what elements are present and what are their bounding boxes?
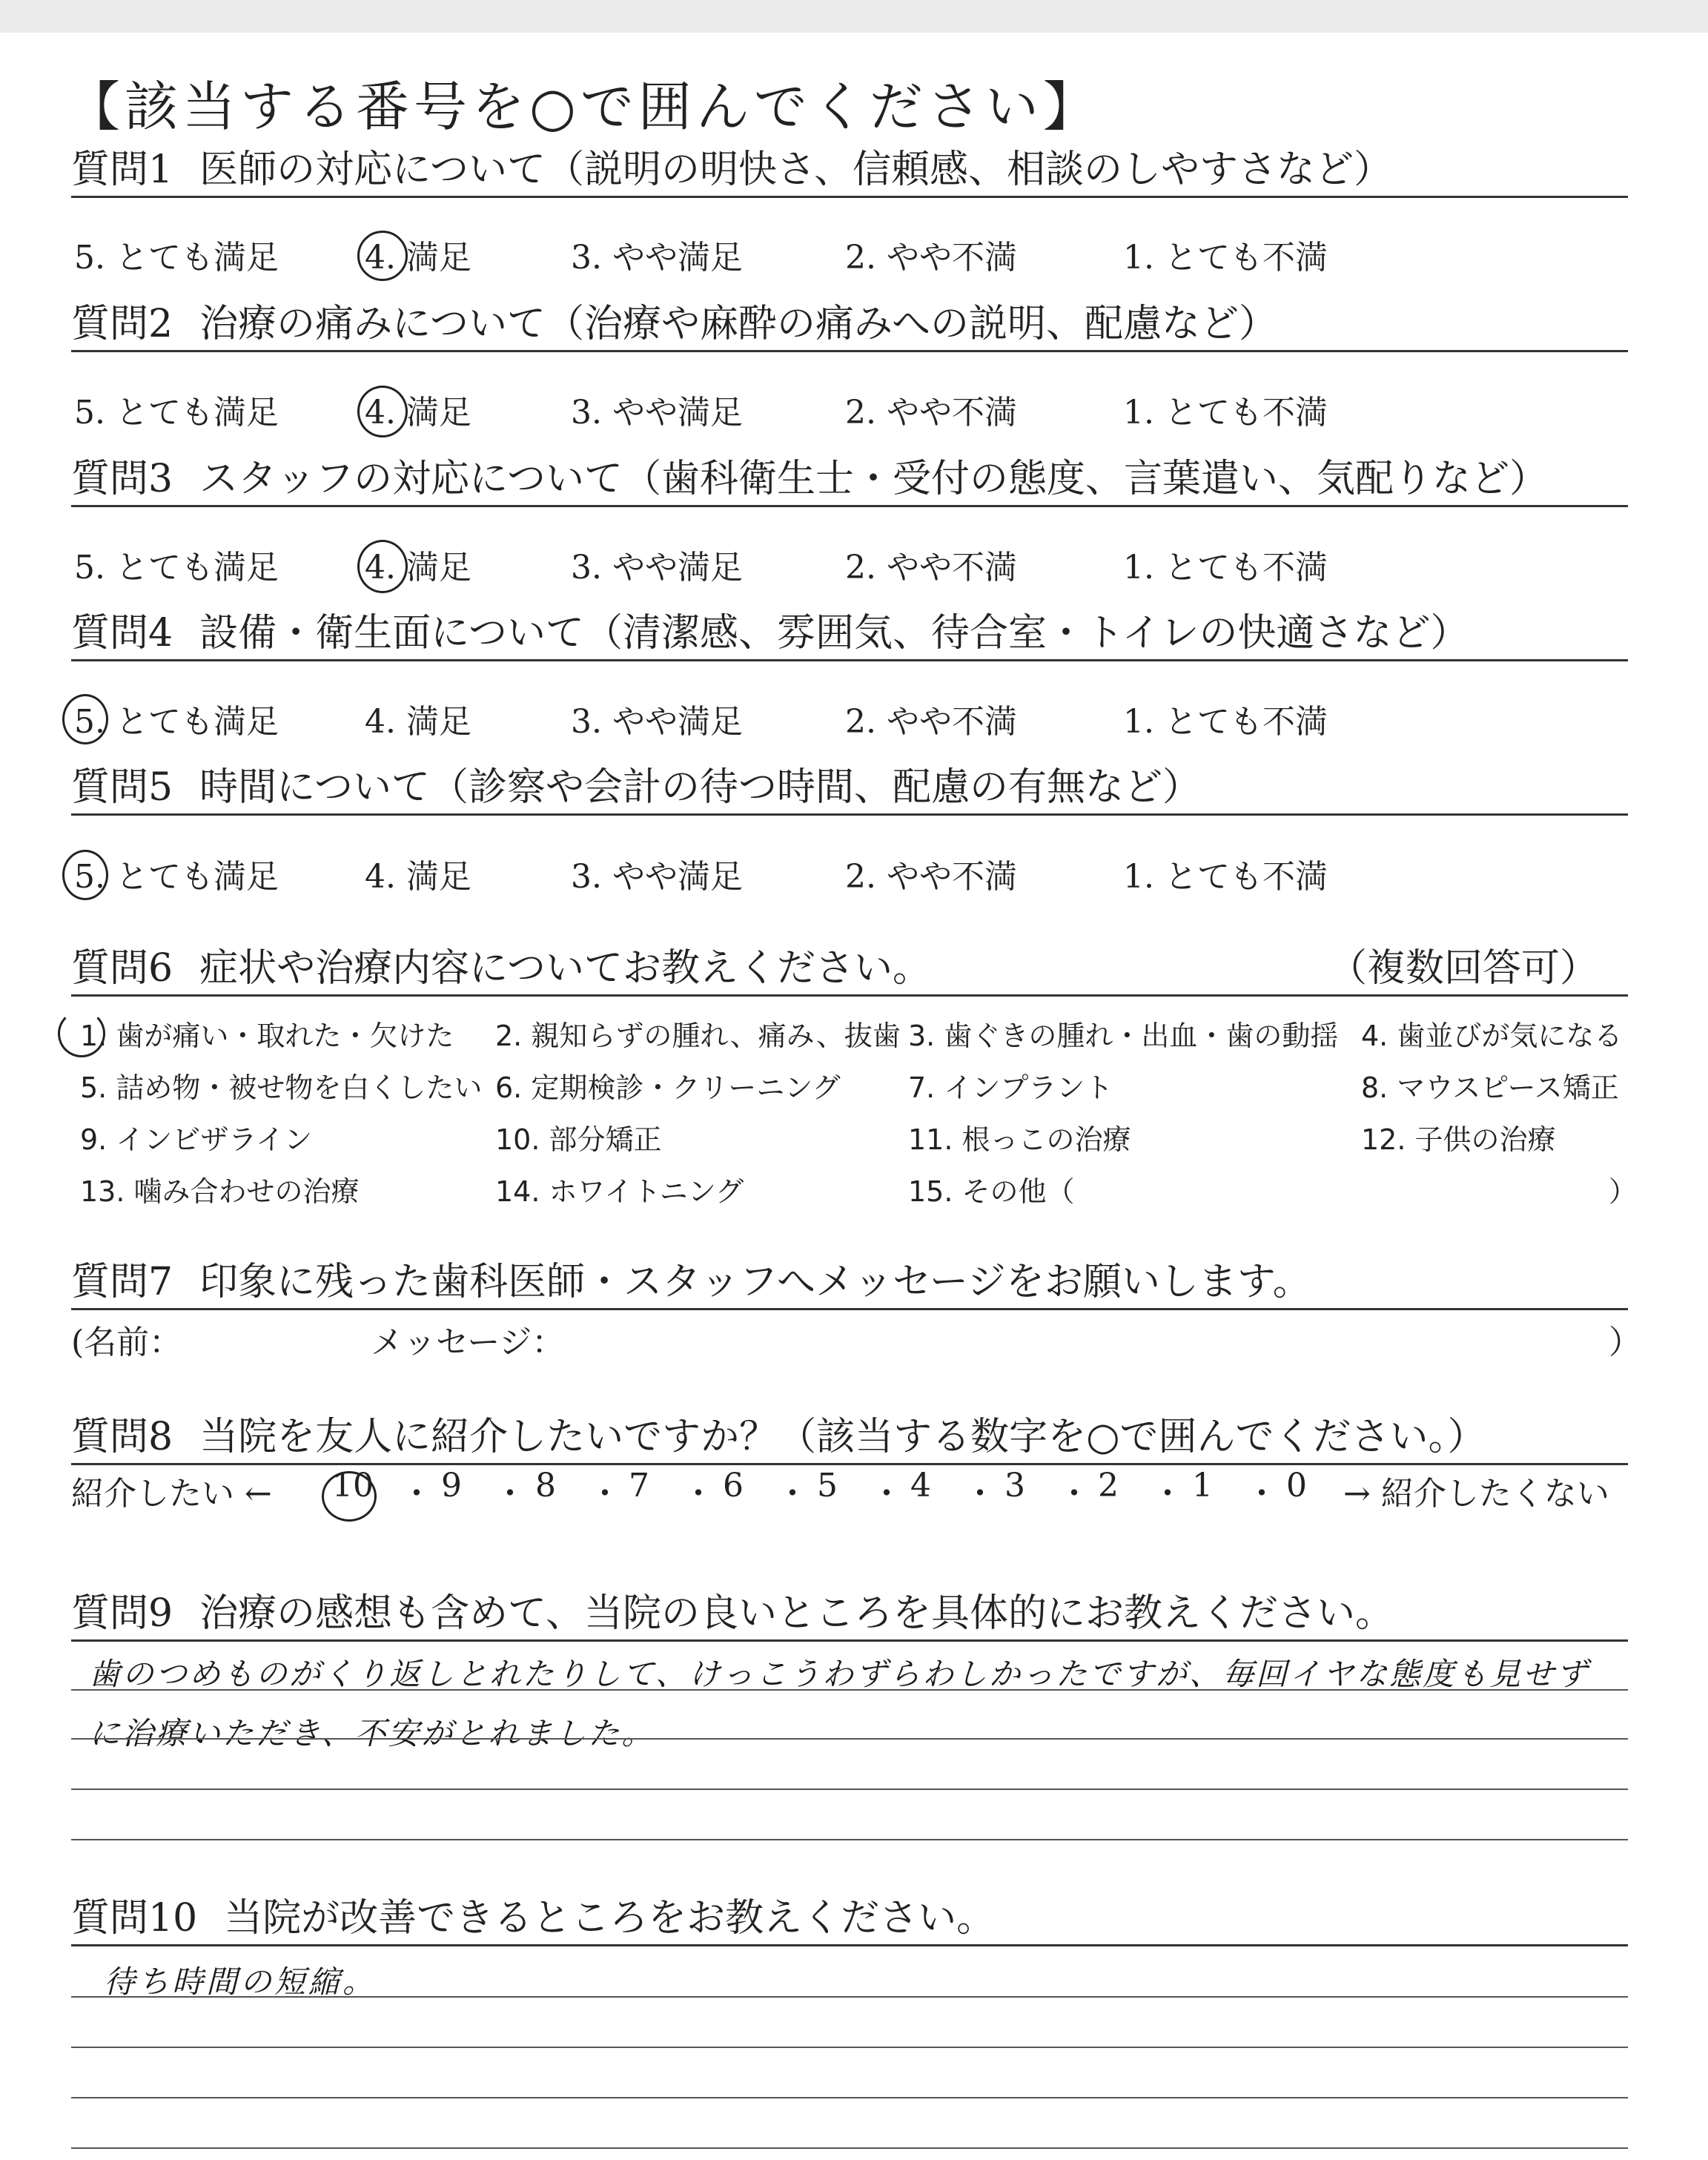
question-5: [71, 762, 1628, 816]
message-label: メッセージ：: [371, 1324, 565, 1361]
answer-line: [71, 2097, 1628, 2098]
question-2: [71, 299, 1628, 352]
scale-dot: ・: [776, 1475, 809, 1513]
answer-line: [71, 1839, 1628, 1840]
q6-option-15[interactable]: 15. その他（: [908, 1175, 1075, 1208]
question-number: 質問3: [71, 457, 173, 501]
scale-2[interactable]: 2: [1098, 1467, 1119, 1505]
option-very-satisfied[interactable]: 5. とても満足: [74, 858, 279, 896]
scale-4[interactable]: 4: [910, 1467, 931, 1505]
scale-7[interactable]: 7: [629, 1467, 649, 1505]
question-number: 質問4: [71, 611, 173, 655]
question-title: 医師の対応について（説明の明快さ、信頼感、相談のしやすさなど）: [199, 148, 1392, 192]
scale-dot: ・: [494, 1475, 526, 1513]
option-very-satisfied[interactable]: 5. とても満足: [74, 394, 279, 432]
question-title: 治療の痛みについて（治療や麻酔の痛みへの説明、配慮など）: [199, 302, 1278, 346]
divider: [71, 1463, 1628, 1465]
question-title: 当院を友人に紹介したいですか？（該当する数字を○で囲んでください。）: [199, 1415, 1486, 1459]
question-number: 質問10: [71, 1896, 198, 1941]
q7-close-paren: ）: [1609, 1324, 1641, 1361]
option-satisfied[interactable]: 4. 満足: [365, 394, 471, 432]
option-very-dissatisfied[interactable]: 1. とても不満: [1123, 703, 1328, 741]
option-very-satisfied[interactable]: 5. とても満足: [74, 703, 279, 741]
option-satisfied[interactable]: 4. 満足: [365, 549, 471, 587]
scale-right-label: → 紹介したくない: [1343, 1475, 1609, 1513]
q6-option-7[interactable]: 7. インプラント: [908, 1071, 1113, 1104]
q6-option-12[interactable]: 12. 子供の治療: [1361, 1123, 1556, 1156]
divider: [71, 1639, 1628, 1642]
question-10: [71, 1893, 1628, 1946]
scale-left-label: 紹介したい ←: [71, 1475, 272, 1513]
scale-dot: ・: [1151, 1475, 1184, 1513]
question-title: 印象に残った歯科医師・スタッフへメッセージをお願いします。: [199, 1260, 1311, 1304]
scale-dot: ・: [1245, 1475, 1278, 1513]
scale-10[interactable]: 10: [332, 1467, 374, 1505]
option-somewhat-satisfied[interactable]: 3. やや満足: [571, 703, 743, 741]
scale-9[interactable]: 9: [441, 1467, 462, 1505]
name-label: (名前：: [71, 1324, 182, 1361]
question-4: [71, 608, 1628, 661]
option-somewhat-satisfied[interactable]: 3. やや満足: [571, 239, 743, 277]
question-6: [71, 943, 1628, 997]
scale-dot: ・: [682, 1475, 715, 1513]
divider: [71, 994, 1628, 997]
divider: [71, 505, 1628, 507]
selection-circle-q3: [357, 540, 408, 593]
selection-circle-q6: [58, 1010, 105, 1057]
scale-dot: ・: [1058, 1475, 1090, 1513]
scale-5[interactable]: 5: [817, 1467, 838, 1505]
option-very-dissatisfied[interactable]: 1. とても不満: [1123, 394, 1328, 432]
q6-option-2[interactable]: 2. 親知らずの腫れ、痛み、抜歯: [495, 1020, 901, 1052]
option-very-satisfied[interactable]: 5. とても満足: [74, 549, 279, 587]
answer-line: [71, 2047, 1628, 2048]
question-1: [71, 145, 1628, 198]
answer-line: [71, 1689, 1628, 1691]
question-title: 症状や治療内容についてお教えください。: [199, 946, 932, 991]
question-title: 設備・衛生面について（清潔感、雰囲気、待合室・トイレの快適さなど）: [199, 611, 1469, 655]
q6-option-5[interactable]: 5. 詰め物・被せ物を白くしたい: [80, 1071, 483, 1104]
question-number: 質問7: [71, 1260, 173, 1304]
option-somewhat-dissatisfied[interactable]: 2. やや不満: [845, 394, 1017, 432]
divider: [71, 1308, 1628, 1310]
scale-1[interactable]: 1: [1192, 1467, 1213, 1505]
q6-option-13[interactable]: 13. 噛み合わせの治療: [80, 1175, 360, 1208]
form-header: 【該当する番号を○で囲んでください】: [67, 76, 1101, 138]
answer-line: [71, 1789, 1628, 1790]
q6-option-11[interactable]: 11. 根っこの治療: [908, 1123, 1131, 1156]
question-number: 質問1: [71, 148, 173, 192]
option-somewhat-satisfied[interactable]: 3. やや満足: [571, 858, 743, 896]
selection-circle-q8: [322, 1471, 377, 1522]
scale-dot: ・: [400, 1475, 433, 1513]
divider: [71, 1944, 1628, 1946]
answer-line: [71, 1738, 1628, 1740]
option-somewhat-satisfied[interactable]: 3. やや満足: [571, 394, 743, 432]
multiple-answer-note: （複数回答可）: [1328, 946, 1598, 991]
option-satisfied[interactable]: 4. 満足: [365, 239, 471, 277]
q6-option-8[interactable]: 8. マウスピース矯正: [1361, 1071, 1619, 1104]
q6-option-3[interactable]: 3. 歯ぐきの腫れ・出血・歯の動揺: [908, 1020, 1339, 1052]
divider: [71, 659, 1628, 661]
q6-option-4[interactable]: 4. 歯並びが気になる: [1361, 1020, 1623, 1052]
q6-option-1[interactable]: 1. 歯が痛い・取れた・欠けた: [80, 1020, 454, 1052]
divider: [71, 350, 1628, 352]
scan-top-edge: [0, 0, 1708, 33]
selection-circle-q2: [357, 386, 408, 437]
question-title: 治療の感想も含めて、当院の良いところを具体的にお教えください。: [199, 1591, 1394, 1636]
selection-circle-q4: [62, 694, 108, 744]
option-somewhat-dissatisfied[interactable]: 2. やや不満: [845, 549, 1017, 587]
scale-dot: ・: [870, 1475, 903, 1513]
q6-option-14[interactable]: 14. ホワイトニング: [495, 1175, 744, 1208]
option-satisfied[interactable]: 4. 満足: [365, 703, 471, 741]
scale-3[interactable]: 3: [1004, 1467, 1025, 1505]
option-very-satisfied[interactable]: 5. とても満足: [74, 239, 279, 277]
question-title: 当院が改善できるところをお教えください。: [224, 1896, 996, 1941]
option-somewhat-dissatisfied[interactable]: 2. やや不満: [845, 858, 1017, 896]
scale-6[interactable]: 6: [723, 1467, 744, 1505]
question-7: [71, 1257, 1628, 1310]
option-satisfied[interactable]: 4. 満足: [365, 858, 471, 896]
option-somewhat-dissatisfied[interactable]: 2. やや不満: [845, 703, 1017, 741]
question-8: [71, 1412, 1628, 1465]
scale-dot: ・: [589, 1475, 621, 1513]
question-title: スタッフの対応について（歯科衛生士・受付の態度、言葉遣い、気配りなど）: [199, 457, 1549, 501]
divider: [71, 196, 1628, 198]
q6-option-6[interactable]: 6. 定期検診・クリーニング: [495, 1071, 841, 1104]
q10-handwritten-answer: 待ち時間の短縮。: [104, 1964, 377, 2000]
q6-other-close-paren: ）: [1609, 1175, 1638, 1208]
q9-handwritten-answer: 歯のつめものがくり返しとれたりして、けっこうわずらわしかったですが、毎回イヤな態度も見せずに治療いただき、不安がとれました。: [89, 1656, 1590, 1751]
scale-0[interactable]: 0: [1286, 1467, 1307, 1505]
option-very-dissatisfied[interactable]: 1. とても不満: [1123, 239, 1328, 277]
question-number: 質問5: [71, 765, 173, 810]
divider: [71, 813, 1628, 816]
option-very-dissatisfied[interactable]: 1. とても不満: [1123, 858, 1328, 896]
question-number: 質問8: [71, 1415, 173, 1459]
question-title: 時間について（診察や会計の待つ時間、配慮の有無など）: [199, 765, 1202, 810]
selection-circle-q1: [357, 231, 408, 281]
answer-line: [71, 1996, 1628, 1998]
option-somewhat-dissatisfied[interactable]: 2. やや不満: [845, 239, 1017, 277]
option-somewhat-satisfied[interactable]: 3. やや満足: [571, 549, 743, 587]
question-9: [71, 1588, 1628, 1642]
question-number: 質問2: [71, 302, 173, 346]
scale-8[interactable]: 8: [535, 1467, 556, 1505]
question-number: 質問9: [71, 1591, 173, 1636]
answer-line: [71, 2147, 1628, 2149]
question-3: [71, 454, 1628, 507]
q6-option-10[interactable]: 10. 部分矯正: [495, 1123, 662, 1156]
question-number: 質問6: [71, 946, 173, 991]
q6-option-9[interactable]: 9. インビザライン: [80, 1123, 313, 1156]
option-very-dissatisfied[interactable]: 1. とても不満: [1123, 549, 1328, 587]
selection-circle-q5: [62, 850, 108, 900]
scale-dot: ・: [964, 1475, 996, 1513]
